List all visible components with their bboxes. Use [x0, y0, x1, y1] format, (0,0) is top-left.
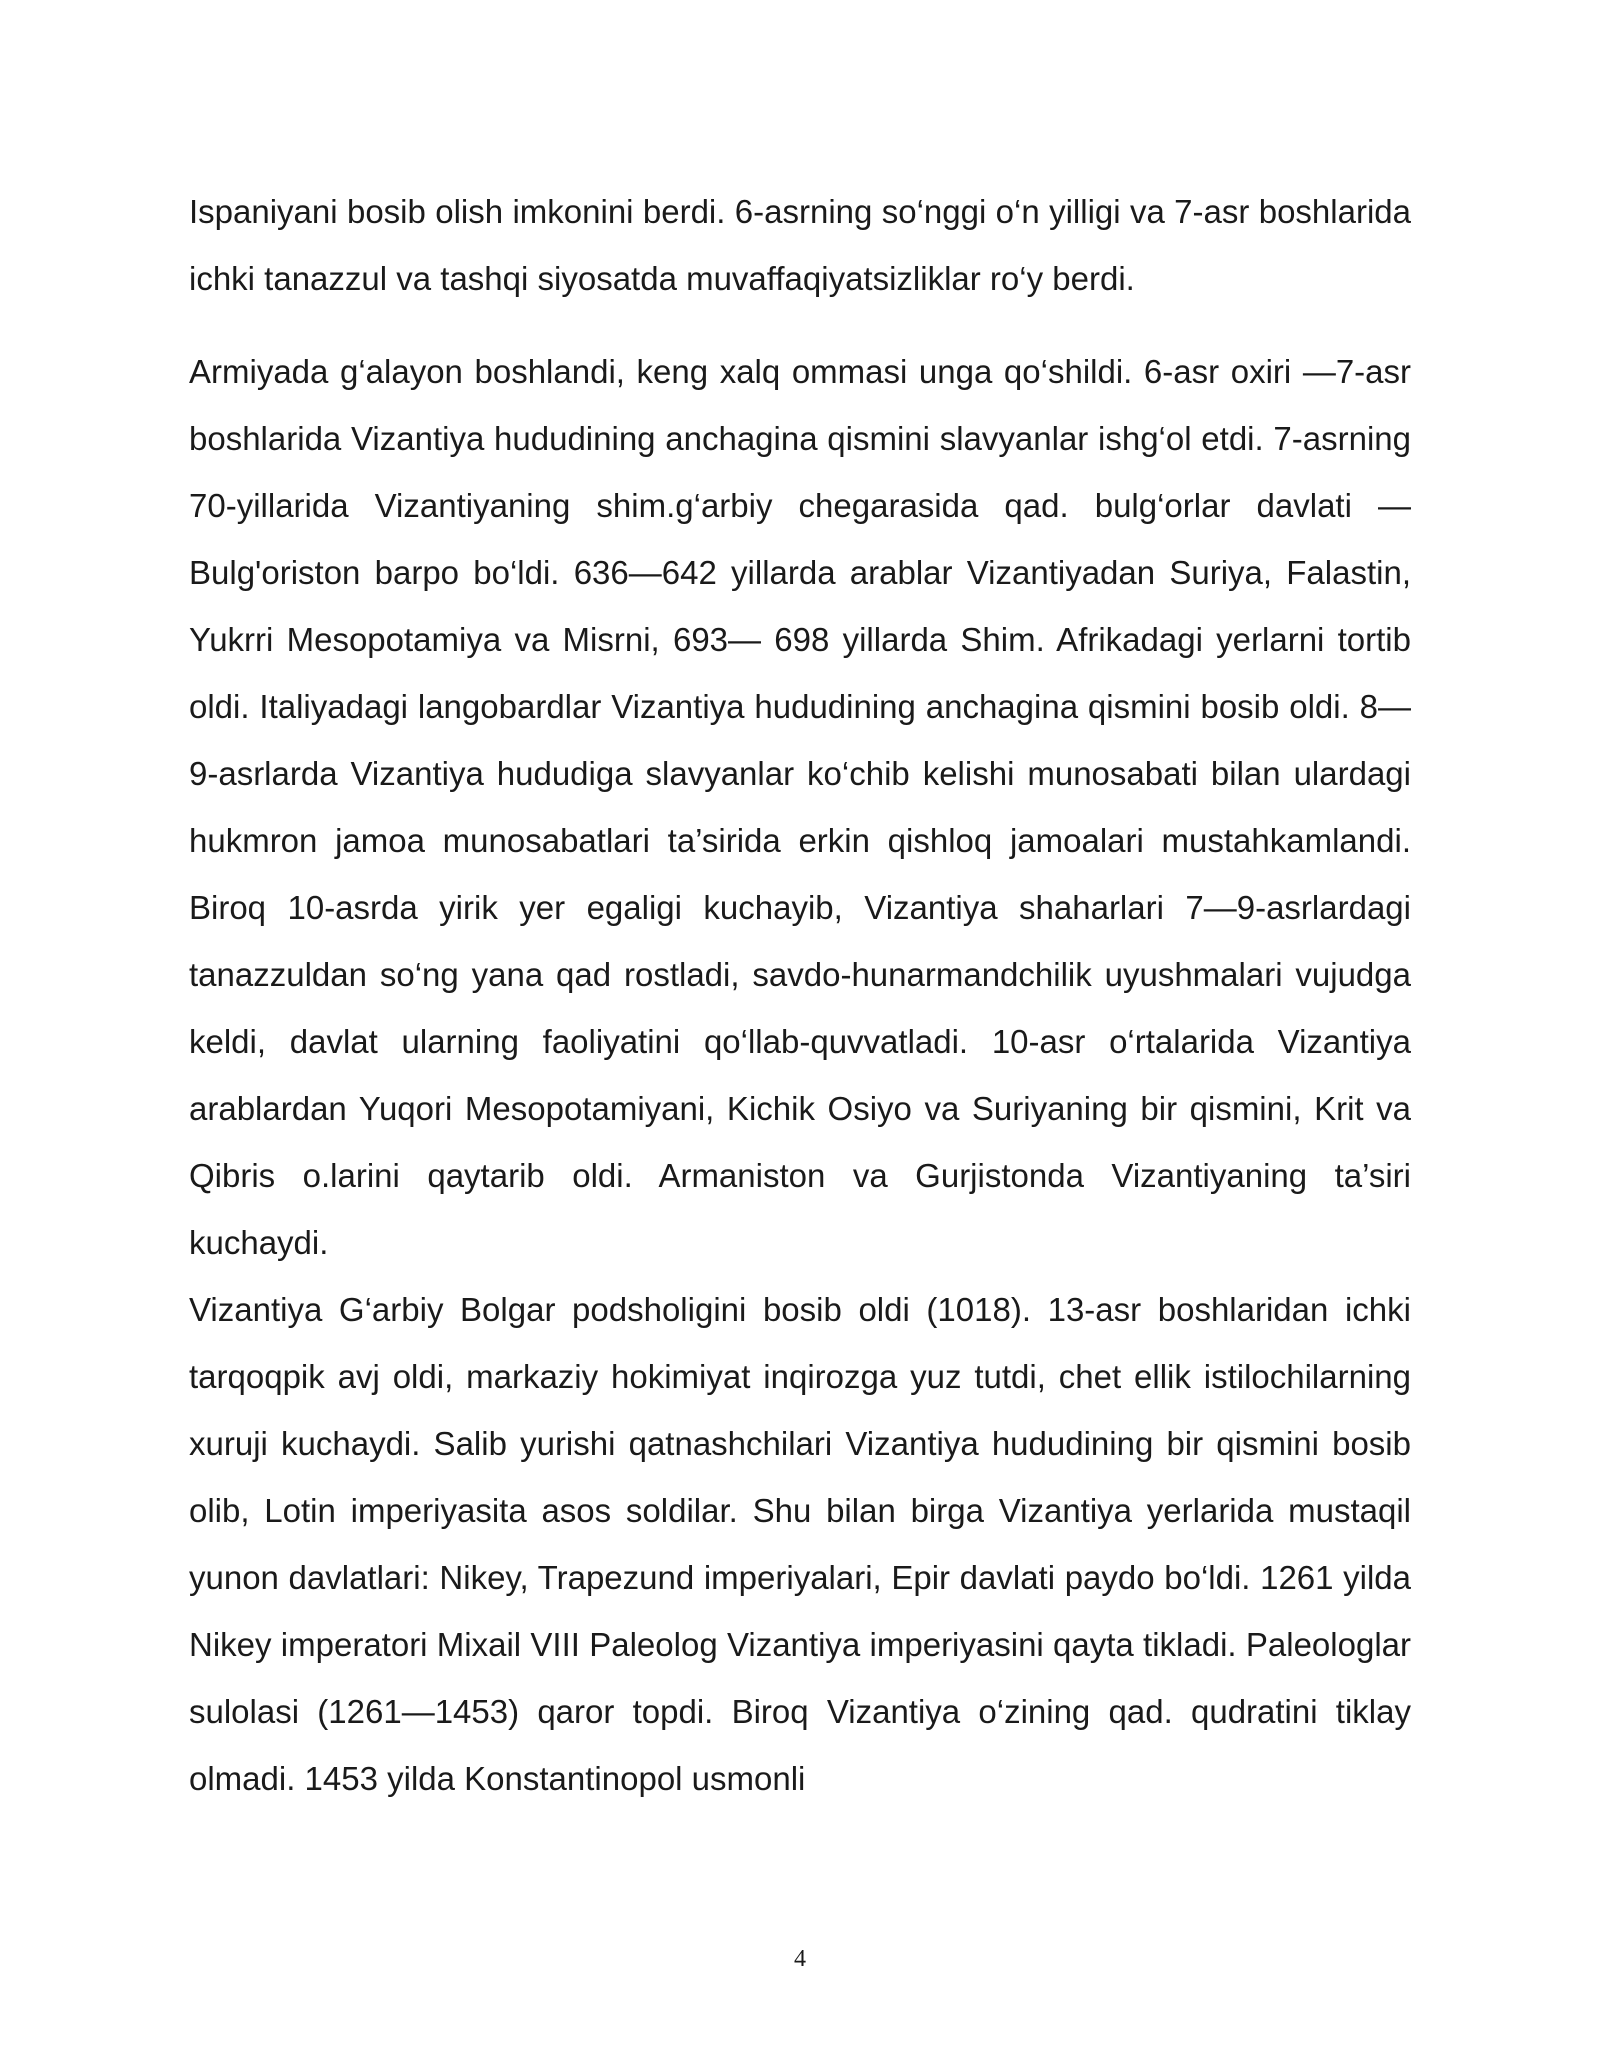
page-number: 4: [794, 1946, 806, 1972]
paragraph-2: Armiyada g‘alayon boshlandi, keng xalq ommasi unga qo‘shildi. 6-asr oxiri —7-asr boshlarida Vizantiya hududining anchagina qismini slavyanlar ishg‘ol etdi. 7-asrning 70-yillarida Vizantiyaning shim.g‘arbiy chegarasida qad. bulg‘orlar davlati — Bulg'oriston barpo bo‘ldi. 636—642 yillarda arablar Vizantiyadan Suriya, Falastin, Yukrri Mesopotamiya va Misrni, 693— 698 yillarda Shim. Afrikadagi yerlarni tortib oldi. Italiyadagi langobardlar Vizantiya hududining anchagina qismini bosib oldi. 8—9-asrlarda Vizantiya hududiga slavyanlar ko‘chib kelishi munosabati bilan ulardagi hukmron jamoa munosabatlari ta’sirida erkin qishloq jamoalari mustahkamlandi. Biroq 10-asrda yirik yer egaligi kuchayib, Vizantiya shaharlari 7—9-asrlardagi tanazzuldan so‘ng yana qad rostladi, savdo-hunarmandchilik uyushmalari vujudga keldi, davlat ularning faoliyatini qo‘llab-quvvatladi. 10-asr o‘rtalarida Vizantiya arablardan Yuqori Mesopotamiyani, Kichik Osiyo va Suriyaning bir qismini, Krit va Qibris o.larini qaytarib oldi. Armaniston va Gurjistonda Vizantiyaning ta’siri kuchaydi.: [189, 353, 1411, 1261]
body-text-block: [189, 338, 1411, 1276]
paragraph-1: Ispaniyani bosib olish imkonini berdi. 6-asrning so‘nggi o‘n yilligi va 7-asr boshlarida ichki tanazzul va tashqi siyosatda muvaffaqiyatsizliklar ro‘y berdi.: [189, 193, 1411, 297]
body-text-block: [189, 1276, 1411, 1812]
body-text-block: [189, 178, 1411, 312]
paragraph-3: Vizantiya G‘arbiy Bolgar podsholigini bosib oldi (1018). 13-asr boshlaridan ichki tarqoqpik avj oldi, markaziy hokimiyat inqirozga yuz tutdi, chet ellik istilochilarning xuruji kuchaydi. Salib yurishi qatnashchilari Vizantiya hududining bir qismini bosib olib, Lotin imperiyasita asos soldilar. Shu bilan birga Vizantiya yerlarida mustaqil yunon davlatlari: Nikey, Trapezund imperiyalari, Epir davlati paydo bo‘ldi. 1261 yilda Nikey imperatori Mixail VIII Paleolog Vizantiya imperiyasini qayta tikladi. Paleologlar sulolasi (1261—1453) qaror topdi. Biroq Vizantiya o‘zining qad. qudratini tiklay olmadi. 1453 yilda Konstantinopol usmonli: [189, 1291, 1411, 1797]
